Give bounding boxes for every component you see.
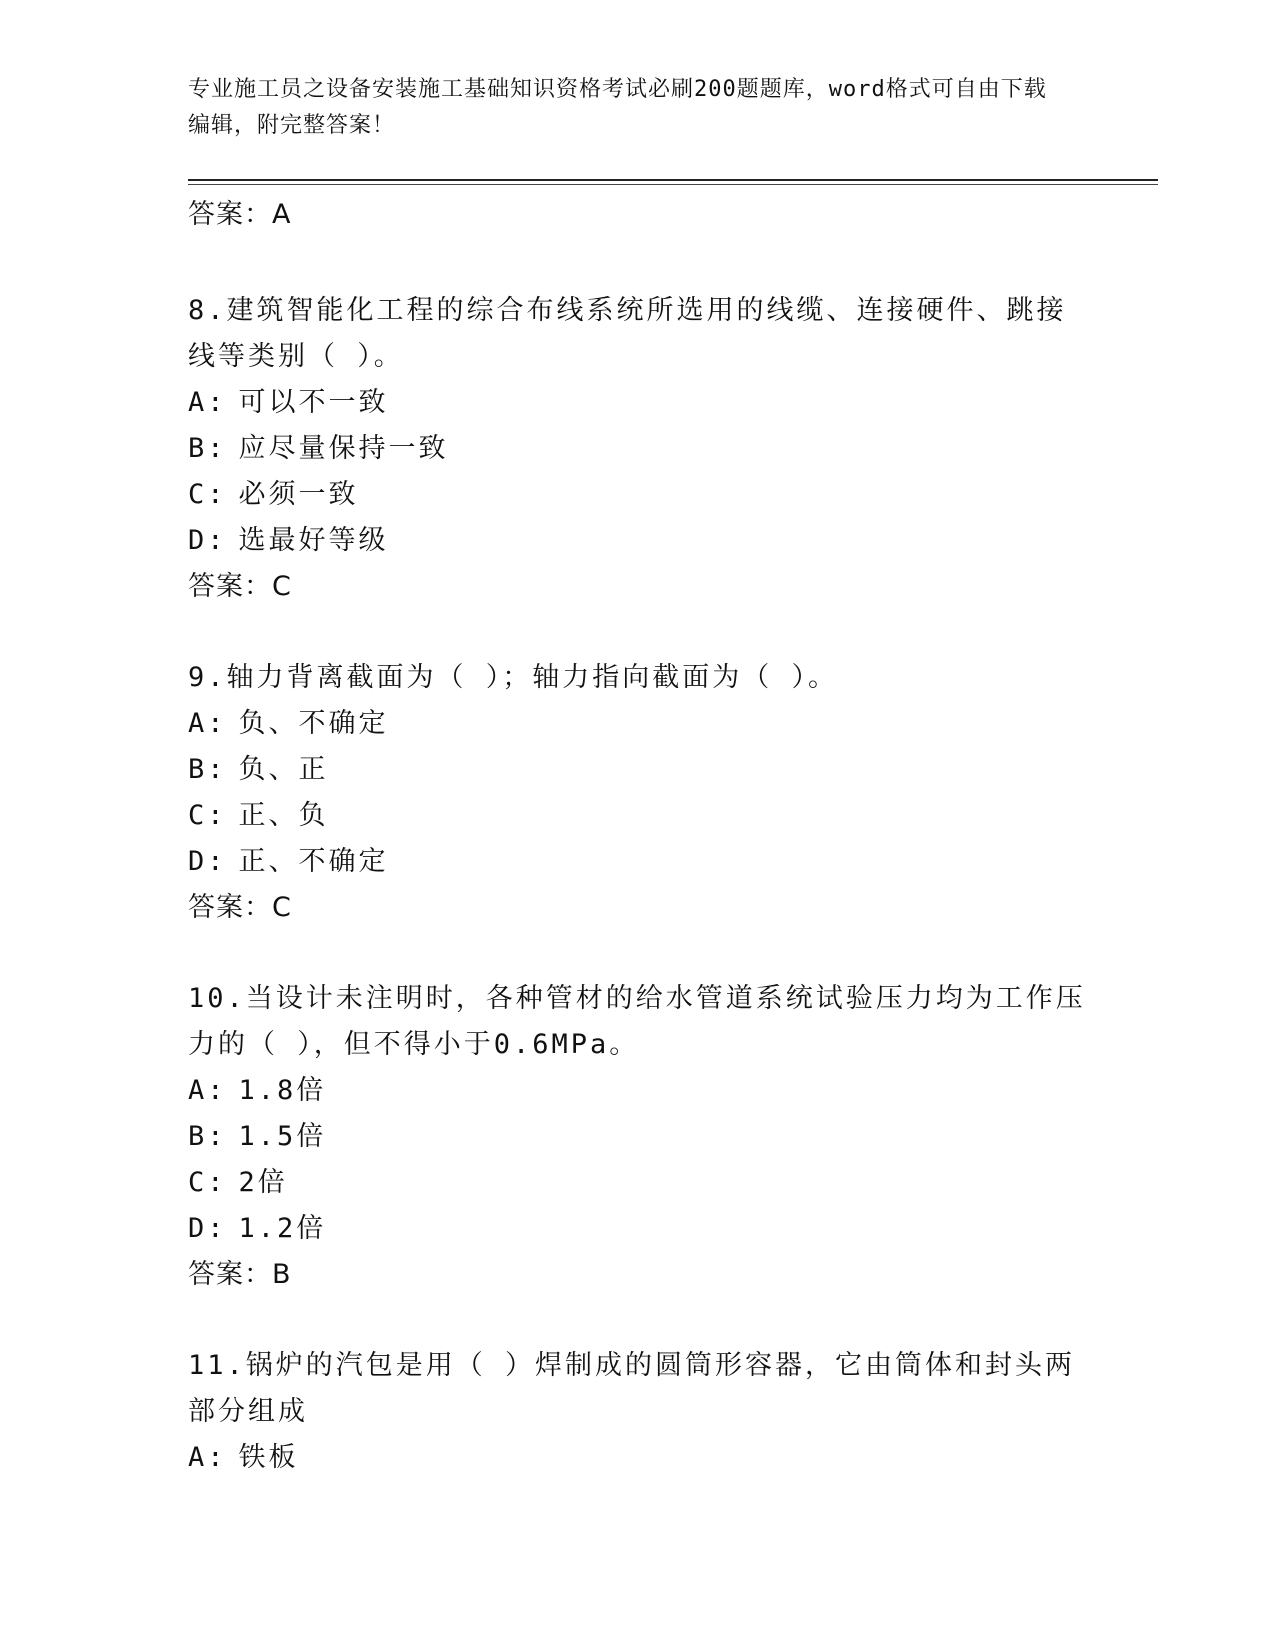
option-d: D: 选最好等级 [188,525,389,556]
question-item [188,655,1088,931]
answer-value: C [272,892,291,923]
document-header: 专业施工员之设备安装施工基础知识资格考试必刷200题题库，word格式可自由下载编辑，附完整答案！ [188,77,1047,138]
option-a: A: 负、不确定 [188,708,389,739]
option-b: B: 应尽量保持一致 [188,433,449,464]
answer-value: C [272,571,291,602]
question-list [188,192,1088,1481]
question-stem: 11.锅炉的汽包是用（ ）焊制成的圆筒形容器，它由筒体和封头两部分组成 [188,1350,1076,1427]
question-stem: 8.建筑智能化工程的综合布线系统所选用的线缆、连接硬件、跳接线等类别（ ）。 [188,295,1067,372]
answer-value: A [272,199,291,230]
answer-value: B [272,1259,291,1290]
option-d: D: 1.2倍 [188,1213,327,1244]
option-c: C: 正、负 [188,800,329,831]
question-stem: 9.轴力背离截面为（ ）；轴力指向截面为（ ）。 [188,662,839,693]
answer-label: 答案： [188,1259,272,1290]
answer-label: 答案： [188,892,272,923]
option-b: B: 1.5倍 [188,1121,327,1152]
option-a: A: 1.8倍 [188,1075,327,1106]
option-c: C: 必须一致 [188,479,359,510]
answer-label: 答案： [188,571,272,602]
option-a: A: 可以不一致 [188,387,389,418]
header-divider-thin [188,184,1158,185]
question-item [188,1343,1088,1481]
answer-line [188,1252,1088,1298]
option-a: A: 铁板 [188,1442,299,1473]
question-item [188,288,1088,610]
option-b: B: 负、正 [188,754,329,785]
answer-label: 答案： [188,199,272,230]
option-c: C: 2倍 [188,1167,288,1198]
answer-line [188,885,1088,931]
answer-line [188,192,1088,238]
answer-line [188,564,1088,610]
option-d: D: 正、不确定 [188,846,389,877]
question-stem: 10.当设计未注明时，各种管材的给水管道系统试验压力均为工作压力的（ ），但不得小于0.6MPa。 [188,983,1086,1060]
header-divider [188,179,1158,181]
question-item [188,976,1088,1298]
